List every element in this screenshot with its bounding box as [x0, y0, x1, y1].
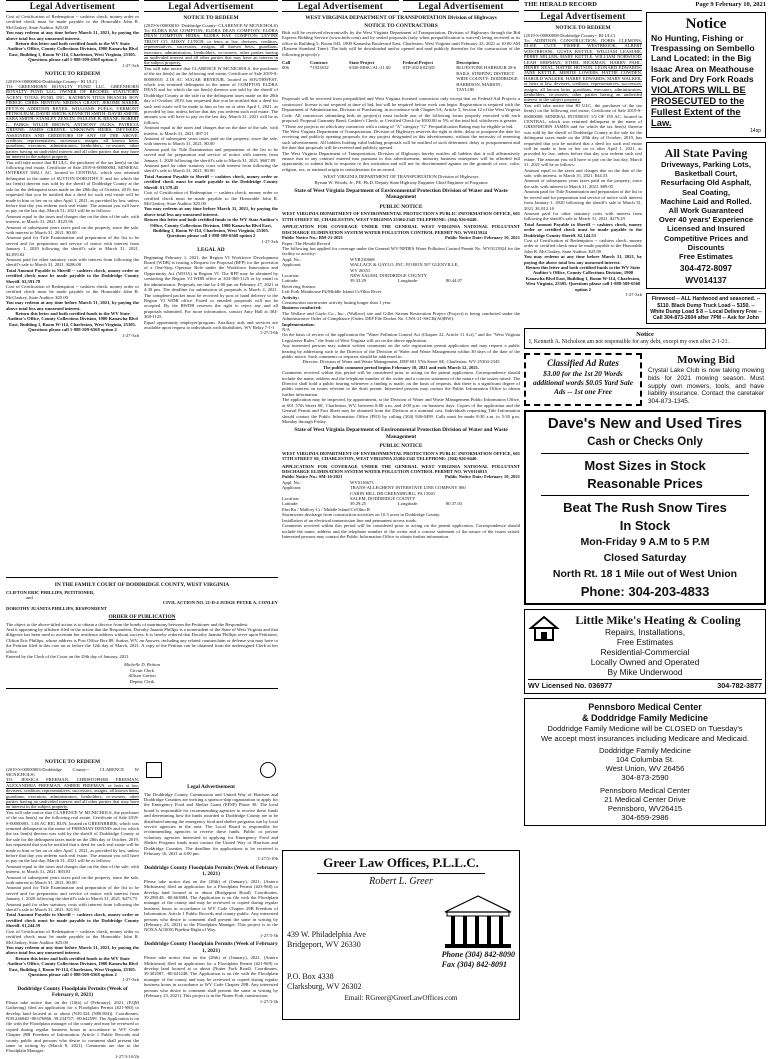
cell-contract: *1923S32 — [310, 65, 329, 71]
paving-line: Over 40 years' Experience — [658, 215, 754, 225]
column-1-lower — [6, 756, 139, 1059]
paragraph: Amount equal to the taxes and charges due on the date of the sale, with interest, to March 31, 2021. $83.81 — [6, 863, 139, 875]
paragraph: Bids will be received electronically by the West Virginia Department of Transportation, Division of Highways through the Bid Express Bidding Service (www.bidx.com) and by sealed proposals (only when prequalification is waived) being received at its office in Building 5, Room 843, 1900 Kanawha Boulevard East, Charleston, West Virginia until February 23, 2021 at 10:00 AM (Eastern Standard Time). The bids will be downloaded and/or opened and read publicly thereafter for the construction of the following project(s): — [282, 30, 520, 57]
classified-body: $3.00 for the 1st 20 Words additional words $0.05 Yard Sale Ads -- 1st one Free — [533, 369, 633, 397]
tires-closed: Closed Saturday — [603, 552, 687, 565]
ad-ref: 14sp — [750, 128, 761, 135]
fax-number: Fax (304) 842-8091 — [441, 960, 507, 969]
small-ads-row — [524, 353, 766, 406]
heating-phone: 304-782-3877 — [717, 681, 762, 691]
paragraph: Amount of subsequent years taxes paid on the property, since the sale, with interest to March 31, 2021. $0.00 — [144, 136, 278, 147]
email: Email: RGreer@GreerLawOffices.com — [344, 994, 458, 1002]
paving-title: All State Paving — [664, 146, 748, 161]
respondent: DOROTHY JUANITA PHILLIPS, RESPONDENT — [6, 605, 107, 611]
order-title: ORDER OF PUBLICATION — [108, 614, 176, 621]
dfm-phone: 304-873-2590 — [621, 773, 669, 783]
tires-snow: Beat The Rush Snow Tires — [563, 500, 727, 516]
paragraph: Amount paid for Title Examination and preparation of the list to be served and for preparation and service of notice with interest from January 1, 2020 following the sheriff's sale to March 31, 2021. $2,059.82 — [6, 235, 139, 257]
pennsboro-medical-ad — [524, 698, 766, 826]
col-description: Description — [456, 60, 479, 66]
city-address: Bridgeport, WV 26330 — [287, 940, 361, 949]
attorney-name: Robert L. Greer — [369, 876, 433, 887]
paragraph: Amount paid for other statutory costs with interest from following the sheriff's sale to March 31, 2021. $0.00 — [144, 163, 278, 174]
public-notice-date: Public Notice Date: February 10, 2021 — [444, 474, 520, 480]
heating-license-row — [528, 679, 762, 690]
order-paragraph: And it appearing by affidavit filed in the action that the Respondent, Dorothy Juanita Phillips is a nonresident of the State of West Virginia and that diligence has been used to ascertain her residence address without success. It is hereby ordered that Dorothy Juanita Phillips serve upon Petitioner, Clifton Eric Phillips, whose address is Post Office Box 88, Sutton, WV, an Answer, including any related counterclaim or defense you may have to the Petition filed in this case on or before the 12th day of March, 2021. A copy of the Petition can be obtained from the undersigned Clerk at her office. — [6, 627, 278, 654]
col-federal-project: Federal Project — [402, 60, 434, 66]
paragraph: On the basis of review of the application the "Water Pollution Control Act (Chapter 22, Article 11 Act)," and the "West Virginia Legislative Rules," the State of West Virginia will act on the above application. — [282, 332, 520, 343]
col-call: Call — [282, 60, 291, 66]
heating-ad — [524, 609, 766, 694]
mowing-body: Crystal Lake Club is now taking mowing bids for 2021 mowing season. Must supply own mowers, tools, and have liability insurance. Contact the caretaker 304-873-1345. — [648, 367, 764, 405]
paragraph: Cost of Certification of Redemption -- cashiers check, money order or certified check must be made payable to the Honorable John R. McClaskey, State Auditor. $25.00 — [524, 237, 642, 254]
penn-title: Pennsboro Medical Center — [588, 702, 702, 713]
signature-org: WEST VIRGINIA DEPARTMENT OF TRANSPORTATION Division of Highways — [323, 174, 479, 180]
paragraph: WEST VIRGINIA DEPARTMENT OF ENVIRONMENTAL PROTECTION'S PUBLIC INFORMATION OFFICE, 601 57TH STREET SE, CHARLESTON, WEST VIRGINIA 25304-2345 TELEPHONE: (304) 926-0440. — [282, 450, 520, 462]
paving-line: All Work Guaranteed — [668, 206, 744, 216]
cell-call: 006 — [282, 65, 289, 71]
paving-line: Discounts — [687, 242, 725, 252]
tires-hours: Mon-Friday 9 A.M to 5 P.M — [580, 536, 710, 549]
court-title: IN THE FAMILY COURT OF DODDRIDGE COUNTY, WEST VIRGINIA — [54, 582, 230, 588]
dfm-name: Doddridge Family Medicine — [598, 745, 691, 755]
paragraph: You may redeem at any time before March 31, 2021, by paying the above total less any unearned interest. — [524, 254, 642, 265]
ad-ref: 1-27-3xb — [625, 292, 642, 297]
paragraph: Total Amount Payable to Sheriff -- cashiers check, money order or certified check must be made payable to the Doddridge County Sheriff. $2,144.53 — [524, 221, 642, 238]
field-value: N/A — [282, 327, 290, 332]
field-label: Location: — [282, 272, 300, 278]
signature-name: Byrum W. Woods, Jr., PE, Ph.D. Deputy State Highway Engineer Chief Engineer of Programs — [314, 179, 488, 185]
firewood-ad: Firewood -- ALL Hardwood and seasoned. -- $110. Black Dump Truck Load -- $150. -- White Dump Load $ 8 -- Local Delivery Free -- Call 304-873-2604 after 7PM -- Ask for John — [646, 293, 766, 324]
paving-phone: 304-472-8097 — [679, 263, 733, 274]
field-value: Left Fork Meathouse Fk/Middle Island Cr/Ohio River — [282, 289, 382, 295]
po-box: P.O. Box 4338 — [287, 972, 334, 981]
paragraph: The application may be inspected, by appointment, at the Division of Water and Waste Management Public Information Office, at 601 57th Street SE, Charleston, WV, between 8:00 a.m. and 4:00 p.m. on business days. Copies of the application and the General Permit and Fact Sheet may be obtained from the Division at a nominal cost. Individuals requesting Title Information should contact the Public Information Office (PIO) by calling (304) 926-0499. Calls must be made 8:30 a.m. to 5:30 p.m. Monday through Friday. — [282, 397, 520, 424]
paragraph: Amount paid for Title Examination and preparation of the list to be served and for preparation and service of notice with interest from January 1, 2020 following the sheriff's sale to March 31, 2021. $1,812.16 — [524, 189, 642, 211]
notice-title: NOTICE TO REDEEM — [44, 759, 101, 765]
heating-line: Repairs, Installations, — [604, 627, 686, 638]
field-label: Receiving Stream: — [282, 283, 317, 289]
heating-license: WV Licensed No. 036977 — [528, 681, 613, 691]
page-date: Page 9 February 10, 2021 — [695, 1, 766, 8]
dfm-city: West Union, WV 26456 — [605, 764, 685, 774]
paving-line: Basketball Court, — [674, 169, 738, 179]
paragraph: APPLICATION FOR COVERAGE UNDER THE GENERAL WEST VIRGINIA NATIONAL POLLUTANT DISCHARGE ELIMINATION SYSTEM WATER POLLUTION CONTROL PERMIT NO. WV0115924 — [282, 224, 520, 235]
ad-ref: 1-27-3xb — [261, 238, 278, 244]
field-label: Longitude: — [398, 501, 419, 507]
permits-title: Doddridge County Floodplain Permits (Week of February 8, 2021) — [17, 985, 128, 999]
heating-line: Free Estimates — [616, 637, 674, 648]
debt-notice-body: I, Kenneth A. Nicholson am not responsible for any debt, except my own after 2-1-21. — [529, 339, 729, 346]
field-value: WVR310668 — [350, 256, 375, 262]
heating-line: Residential-Commercial — [600, 647, 690, 658]
paving-license: WV014137 — [685, 275, 727, 286]
ad-ref: 1-27/3-10b — [257, 856, 278, 862]
field-row — [282, 485, 520, 496]
paragraph: Return this letter and both certified funds to the WV State Auditor's Office, County Collections Division, 1900 Kanawha Blvd East, Building 1, Room W-114, Charleston, West Virginia, 25305. Questions please call 1-888-509-6568 option 2 — [7, 41, 138, 63]
classified-rates-ad — [524, 353, 642, 406]
courthouse-illustration — [441, 892, 515, 950]
field-label: Activity: — [282, 294, 300, 300]
masthead — [524, 0, 766, 10]
public-notice-date: Public Notice Date: February 10, 2021 — [444, 235, 520, 241]
field-value: Elm Ru / Mallory Cr / Middle Island Cr/Ohio R — [282, 506, 370, 512]
public-notice-title: PUBLIC NOTICE — [379, 203, 423, 210]
case-number: (2019-S-00000010- Doddridge County- CLARENCE W MCNICHOLS) — [144, 22, 278, 28]
petitioner: CLIFTON ERIC PHILLIPS, PETITIONER, — [6, 589, 95, 595]
notice-heading: Notice — [685, 16, 727, 32]
dfm-address: 104 Columbia St. — [615, 755, 675, 765]
notice-line: Isaac Area on Meathouse — [651, 63, 754, 74]
column-2 — [144, 0, 278, 570]
column-header: Legal Advertisement — [6, 0, 139, 12]
pmc-address: 21 Medical Center Drive — [604, 794, 686, 804]
paragraph: Cost of Certification of Redemption -- cashiers check, money order or certified check must be made payable to the Honorable John R. McClaskey, State Auditor. $25.00 — [6, 14, 139, 30]
paragraph: Return this letter and both certified funds to the WV State Auditor's Office, County Collections Division, 1900 Kanawha Blvd East, Building 1, Room W-114, Charleston, West Virginia, 25305. Questions please call 1-888-509-6568 option 2 — [7, 955, 138, 977]
classified-title: Classified Ad Rates — [547, 358, 619, 369]
paragraph: You will take notice that CLARENCE W MCNICHOLS, the purchaser of the tax lien(s) on the following real estate, Certificate of Sale 2019-S-00000003, 1.46 AC BIG RUN, located in GREENBRIER, which was returned delinquent in the name of FREEMAN DENNIS and for which the tax lien(s) thereon was sold by the sheriff of Doddridge County at the sale for the delinquent taxes made on the 28th day of October, 2019, has requested that you be notified that a deed for such real estate will be made to him or her on or after April 1, 2021, as provided by law, unless before that day you redeem such real estate. The amount you will have to pay on the last day, March 31, 2021 will be as follows: — [6, 809, 139, 864]
ad-ref: 1-27/3-10/2b — [115, 1053, 139, 1059]
field-label: Latitude: — [282, 501, 299, 507]
paragraph: Amount of subsequent years taxes paid on the property, since the sale, with interest to March 31, 2021. $0.00 — [6, 874, 139, 886]
paving-ad — [646, 142, 766, 289]
paragraph: Total Amount Payable to Sheriff -- cashiers check, money order or certified check must be made payable to the Doddridge County Sheriff. $2,391.78 — [6, 267, 139, 284]
paragraph: Comments received within this period will be considered prior to acting on the permit application. Correspondence should include the name, address and the telephone number of the writer and a concise statement of the nature of the issues raised. Interested persons may contact the Public Information Office to obtain further information. — [282, 523, 520, 539]
po-city: Clarksburg, WV 26302 — [287, 982, 362, 991]
paragraph: Amount paid for Title Examination and preparation of the list to be served and for preparation and service of notice with interest from January 1, 2020 following the sheriff's sale to March 31, 2021. $473.75 — [6, 885, 139, 902]
cell-description: BLUESTONE HARBOUR 28-6 RAILS, STRIPING DISTRICT WIDE COUNTY: DODDRIDGE HARRISON, MARION, TAYLOR — [456, 65, 518, 93]
street-address: 439 W. Philadelphia Ave — [287, 930, 366, 939]
mowing-bid-ad — [646, 353, 766, 406]
field-value: TRANS-ALLEGHENY INTERSTATE LINE COMPANY 800 CABIN HILL DR GREENSBURG, PA 15601 — [350, 485, 466, 496]
paving-line: Seal Coating, — [681, 187, 731, 197]
paragraph: Amount paid for Title Examination and preparation of the list to be served and for preparation and service of notice with interest from January 1, 2020 following the sheriff's sale to March 31, 2021. $607.89 — [144, 146, 278, 163]
paragraph: Please take notice that on the (28th) of (January), 2021, (Antero Midstream) filed an application for a Floodplain Permit (#21-968) to develop land located at or about (Bridgeport Road). Coordinates, 39.298148, -80.663884. The Application is on file with the Floodplain manager of the county and may be reviewed or copied during regular business hours in accordance to WV Code Chapter 29B Freedom of Information. Article 1 Public Records and county public. Any interested persons who desire to comment shall present the same in writing by (February 23, 2021) to the Floodplain Manager. This project is in the NOXA A(1000) Pipeline Right of Way. — [144, 878, 278, 933]
dep-title: State of West Virginia Department of Environmental Protection Division of Water and Waste Management — [294, 427, 508, 440]
order-paragraph: Entered by the Clerk of the Court on the 29th day of January, 2021. — [6, 654, 130, 660]
field-label: Location: — [282, 496, 300, 502]
column-3 — [282, 0, 520, 846]
civil-action: CIVIL ACTION NO. 21-D-4 JUDGE PETER A. CONLEY — [162, 600, 278, 606]
penn-subtitle: & Doddridge Family Medicine — [581, 713, 709, 724]
paragraph: You will take notice that RI ULC, the purchaser of the tax lien(s) on the following real estate, Certificate of Sale 2019-S-00000008, MINERAL INTEREST 1/2 OF 150 AC, located in CENTRAL, which was returned delinquent in the name of GREENHORN JAMES and for which the tax lien(s) thereon was sold by the sheriff of Doddridge County at the sale for the delinquent taxes made on the 28th day of October, 2019, has requested that you be notified that a deed for such real estate will be made to him or her on or after April 1, 2021, as provided by law, unless before that day you redeem such real estate. The amount you will have to pay on the last day, March 31, 2021 will be as follows: — [524, 102, 642, 168]
paragraph: To: ELDRA RAE COMPTON; ELDRA DEAN COMPTON; ELDRA DEAN COMPTON HEIRS; ELDRA RAE COMPTON; LEVINE TRUST CO. MISSY LUNCH, or heirs at law, devisees, creditors, representatives, successors, assigns, all known heirs, guardians, executors, administrators, lienholders, co-owners, other parties having an undivided interest and all other parties that may have an interest in the subject property. — [144, 27, 278, 66]
field-value: 80.44.07 — [446, 278, 463, 284]
redeem-notice — [524, 10, 642, 324]
paragraph: Amount paid for other statutory costs with interest from following the sheriff's sale to March 31, 2021. $206.00 — [6, 256, 139, 268]
paragraph: Equal opportunity employer/program. Auxiliary aids and services are available upon request to individuals with disabilities. WV Relay 7-1-1 — [144, 319, 278, 330]
paragraph: Please take notice that on the (28th) of (January), 2021, (Antero Midstream) filed an application for a Floodplain Permit (#21-969) to develop land located at or about (Nutter Fork Road). Coordinates, 39.302587, -80.641248. The Application is on file with the Floodplain manager of the county and may be reviewed or copied during regular business hours in accordance to WV Code Chapter 29B. Any interested persons who desire to comment shall present the same in writing by (February 23, 2021). This project is in the Nutter Fork construction. — [144, 955, 278, 999]
ad-ref: 1-27/3-3b — [259, 998, 278, 1004]
paving-line: Free Estimates — [678, 252, 734, 262]
column-header: Legal Advertisement — [524, 10, 642, 22]
notice-title: NOTICE TO REDEEM — [44, 71, 101, 78]
paragraph: The Doddridge County Commission and United Way of Harrison and Doddridge Counties are inviting a sponsor-ship organization to apply for the Emergency Food and Shelter Grant (EFSP) Phase 38. The local board is responsible for recommending agencies to receive these funds and determining how the funds awarded to Doddridge County are to be distributed among the emergency food and shelter programs run by local service agencies in the area. The Local Board is responsible for recommending agencies to receive these funds. Public or private voluntary agencies interested in applying for Emergency Food and Shelter Program funds must contact the United Way of Harrison and Doddridge Counties. The deadline for applications to be received is February 16, 2021 at 4:00 pm. — [144, 791, 278, 856]
notice-line: Trespassing on Sembello — [651, 43, 755, 54]
cell-federal-project: STP-2021(025)D — [402, 65, 435, 71]
paving-line: Resurfacing Old Asphalt, — [660, 178, 752, 188]
house-icon — [529, 614, 559, 642]
case-number: (2019-S-00000008-Doddridge County-- RI ULC) — [524, 32, 616, 38]
violators-line: VIOLATORS WILL BE PROSECUTED to the Fullest Extent of the Law. — [651, 84, 746, 129]
signer-name: Michelle D. Britton — [124, 662, 160, 668]
permits-title: Doddridge County Floodplain Permits (Week of February 1, 2021) — [144, 864, 278, 878]
paragraph: Return this letter and both certified funds to the WV State Auditor's Office, County Collections Division, 1900 Kanawha Blvd East, Building 1, Room W-114, Charleston, West Virginia, 25305. Questions please call 1-888-509-6568 option 2 — [144, 217, 278, 239]
col-state-project: State Project — [349, 60, 375, 66]
field-label: Business conducted: — [282, 305, 322, 311]
paragraph: Amount equal to the taxes and charges due on the date of the sale, with interest, to March 31, 2021. $97.51 — [144, 125, 278, 136]
and-label: and — [26, 594, 33, 600]
public-notice-number: Public Notice No.: BM-21-2021 — [282, 235, 343, 241]
notice-line: No Hunting, Fishing or — [651, 33, 744, 43]
paragraph: The West Virginia Department of Transportation, Division of Highways hereby notifies all bidders that it will affirmatively ensure that in any contract entered into pursuant to this advertisement, minority business enterprises will be afforded full opportunity to submit bids in response to this invitation and will not be discriminated against on the grounds of race, color, religion, sex, or national origin in consideration for an award. — [282, 150, 520, 172]
penn-accept: We accept most insurances including Medicare and Medicaid. — [541, 733, 749, 743]
paragraph: Proposals will be received from prequalified and West Virginia licensed contractors only except that on Federal-Aid Projects a contractors' license is not required at time of bid, but will be required before work can begin. Registration is required with the Department of Administration, Division of Purchasing, in accordance with Chapter 5A, Article 3, Section 12 of the West Virginia Code. All contractors submitting bids on project(s) must include one of the following forms properly executed with each proposal: Proposal Guaranty Bond, Cashier's Check, or Certified Check for $500.00 or 5% of the total bid, whichever is greater. — [282, 96, 520, 124]
tires-location: North Rt. 18 1 Mile out of West Union — [552, 568, 738, 581]
mowing-title: Mowing Bid — [677, 354, 735, 367]
tires-title: Dave's New and Used Tires — [547, 415, 743, 433]
paving-line: Driveways, Parking Lots, — [661, 160, 751, 170]
ad-ref: 1-27-3xb — [122, 62, 139, 68]
court-order — [6, 573, 278, 753]
tires-ad — [524, 410, 766, 605]
permits-title: Doddridge County Floodplain Permits (Week of February 1, 2021) — [144, 941, 278, 954]
dot-subtitle: NOTICE TO CONTRACTORS — [364, 22, 438, 29]
paragraph: Any interested persons may submit written comments on the sole registration permit application and may request a public hearing by addressing such to the Director of the Division of Water and Waste Management within 30 days of the date of the public notice. Such comments or requests should be addressed to: — [282, 343, 520, 360]
field-value: Installation of an electrical transmission line and permanent access roads. — [282, 517, 417, 523]
deputy-name: Allison Garton — [128, 673, 156, 679]
paragraph: You will take notice that RI ULC, the purchaser of the tax lien(s) on the following real estate, Certificate of Sale 2019-S-00000004, MINERAL INTEREST 1682.1 AC, located in CENTRAL, which was returned delinquent in the name of SUTTON DOROTHY F. and for which the tax lien(s) thereon was sold by the sheriff of Doddridge County at the sale for the delinquent taxes made on the 28th day of October, 2019, has requested that you be notified that a deed for such real estate will be made to him or her on or after April 1, 2021, as provided by law, unless before that day you redeem such real estate. The amount you will have to pay on the last day, March 31, 2021 will be as follows: — [6, 159, 139, 214]
address-row — [287, 892, 515, 950]
deputy-title: Deputy Clerk — [129, 678, 155, 684]
field-label: Implementation: — [282, 321, 315, 327]
ad-ref: 1-27-3xb — [122, 332, 139, 338]
paragraph: You may redeem at any time before March 31, 2021, by paying the above total less any unearned interest. — [6, 300, 139, 311]
tires-phone: Phone: 304-203-4833 — [580, 584, 710, 600]
paragraph: TO: JESSICA FREEMAN, CHRISTOPHER FREEMAN, ALEXANDRIA FREEMAN, AMBER FREEMAN, or heirs at law, devisees, creditors, representatives, successors, assigns, all known heirs, guardians, executors, administrators, lienholders, co-owners, other parties having an undivided interest and all other parties that may have an interest in the subject property. — [6, 777, 139, 810]
field-label: Applicant: — [282, 485, 302, 491]
notice-title: NOTICE TO REDEEM — [555, 25, 611, 31]
paving-line: Competitive Prices and — [664, 233, 748, 243]
paragraph: Return this letter and both certified funds to the WV State Auditor's Office, County Collections Division, 1900 Kanawha Blvd East, Building 1, Room W-114, Charleston, West Virginia, 25305. Questions please call 1-888-509-6568 option 2 — [525, 264, 641, 292]
greer-law-ad — [282, 850, 520, 1020]
paving-line: Machine Laid and Rolled. — [660, 196, 752, 206]
field-value: Construction stormwater activity lasting longer than 1 year. — [282, 299, 392, 305]
ad-ref: 1-27/3-3b — [259, 932, 278, 938]
field-value: 39.29.25 — [350, 501, 367, 507]
column-header: Legal Advertisement — [282, 0, 399, 12]
paragraph: APPLICATION FOR COVERAGE UNDER THE GENERAL WEST VIRGINIA NATIONAL POLLUTANT DISCHARGE ELIMINATION SYSTEM WATER POLLUTION CONTROL PERMIT NO. WV0116815 — [282, 463, 520, 475]
column-header: Legal Advertisement — [403, 0, 520, 12]
no-hunting-notice — [646, 12, 766, 138]
paragraph: WEST VIRGINIA DEPARTMENT OF ENVIRONMENTAL PROTECTION'S PUBLIC INFORMATION OFFICE, 601 57TH STREET SE, CHARLESTON, WEST VIRGINIA 25304-2345 TELEPHONE: (304) 926-0440. — [282, 211, 520, 222]
paper-name: THE HERALD RECORD — [524, 1, 597, 8]
ad-ref: 1-27/3-6b — [259, 330, 278, 336]
paragraph: You may redeem at any time before March 31, 2021, by paying the above total less any unearned interest. — [6, 30, 139, 41]
signer-title: Circuit Clerk — [129, 667, 155, 673]
heating-title: Little Mike's Heating & Cooling — [575, 613, 741, 628]
field-value: Stormwater discharge from construction activities on 10.3 acres in Doddridge County. — [282, 512, 441, 518]
equal-housing-icon — [146, 762, 162, 778]
tires-cash: Cash or Checks Only — [587, 436, 703, 449]
order-paragraph: The object to the above-titled action is to obtain a divorce from the bonds of matrimony between the Petitioner and the Respondent. — [6, 621, 249, 627]
field-row — [282, 262, 520, 273]
field-value: 39.33.29 — [350, 278, 367, 284]
director-address: Director, Division of Water and Waste Management, DEP 601 57th Street SE, Charleston, WV 25304-2345 — [302, 359, 500, 365]
paragraph: Beginning February 1, 2021, the Region VI Workforce Development Board (WDB) is issuing a Request for Proposal (RFP) for the provision of a One-Stop Operator Role under the Workforce Innovation and Opportunity Act (WIOA) in Region VI. The RFP may be obtained by contacting the Region VI WDB office at 304-368-1125 or by email to the administrator. Proposals are due by 4:00 pm on February 27, 2021 at 4:30 pm. The deadline for submission of proposals is March 4, 2021. The completed packet must be received by post or hand delivery to the Region VI WDB office. Faxed or emailed proposals will not be accepted. By the RWDB reserves the right to reject any and all proposals submitted. For more information, contact Amy Hall at 304-368-1125. — [144, 254, 278, 320]
heating-line: Locally Owned and Operated — [590, 657, 700, 668]
notice-title: NOTICE TO REDEEM — [183, 15, 239, 21]
column-4 — [524, 0, 766, 1020]
paragraph: The following has applied for coverage under the General WV/NPDES Water Pollution Control Permit No. WV0115924 for the facility or activity: — [282, 245, 520, 257]
dep-title: State of West Virginia Department of Environmental Protection Division of Water and Waste Management — [294, 187, 508, 201]
contact-row — [287, 950, 515, 970]
field-value: The Wallace and Gaylo Co., Inc., (Wallace) site and Gillet Stream Restoration Project (Project) is being conducted under the Administrative Order of Compliance (Order, DEP File Docket No. CWA-21-SSCI6(A0)BW). — [282, 310, 520, 322]
paragraph: You may redeem at any time before March 31, 2021, by paying the above total less any unearned interest. — [144, 206, 278, 217]
pmc-name: Pennsboro Medical Center — [600, 785, 690, 795]
paragraph: Total Amount Payable to Sheriff -- cashiers check, money order or certified check must be made payable to the Doddridge County Sheriff. $1,244.59 — [6, 912, 139, 929]
field-value: NEW SALEM, DODDRIDGE COUNTY — [350, 272, 427, 278]
paragraph: You will take notice that CLARENCE W MCNICHOLS, the purchaser of the tax lien(s) on the following real estate, Certificate of Sale 2019-S-00000010, 2.18 AC SUGAR BENIOUR, located in SOUTHWEST, which was returned delinquent in the name of COMPTON ELDRA DEAN and for which the tax lien(s) thereon was sold by the sheriff of Doddridge County at the sale for the delinquent taxes made on the 28th day of October, 2019, has requested that you be notified that a deed for such real estate will be made to him or her on or after April 1, 2021, as provided by law, unless before that day you redeem such real estate. The amount you will have to pay on the last day, March 31, 2021 will be as follows: — [144, 65, 278, 125]
section-title: Legal Advertisement — [187, 784, 235, 790]
paragraph: Return this letter and both certified funds to the WV State Auditor's Office, County Collections Division, 1900 Kanawha Blvd East, Building 1, Room W-114, Charleston, West Virginia, 25305. Questions please call 1-888-509-6568 option 2 — [7, 311, 138, 333]
debt-notice — [524, 328, 766, 349]
bid-table-row — [282, 65, 520, 92]
field-label: Longitude: — [398, 278, 419, 284]
comment-period: The public comment period begins February 10, 2021 and ends March 12, 2021. — [322, 364, 480, 370]
paragraph: Amount paid for other statutory costs with interest from following the sheriff's sale to March 31, 2021. $21.83 — [6, 901, 139, 913]
paragraph: You may redeem at any time before March 31, 2021, by paying the above total less any unearned interest. — [6, 944, 139, 956]
tires-instock: In Stock — [619, 518, 671, 534]
field-value: WV0116673 — [350, 479, 374, 485]
paragraph: Amount equal to the taxes and charges due on the date of the sale, with interest, to March 31, 2021. $125.96 — [6, 213, 139, 225]
paragraph: To: ADDITION CONSTRUCTION, DORIS CLEMONS, ELSIE CUTE FISHER WESTBROOK, ALBERT WESTBROOK, GUSTA KETTLE, WILLIAM LEASURE, PERRY MILLER, MARY KETTLE, WILLIAM NORWOOD, LEAH SHIPMAN, ETHEL HICKMAN, HARRY PAHL, HENRY NEAL, HATTIE HUTSON, LEONARD EDWARDS, JANE KETTLE, MERTIE LOWERS, HATTIE COWDEN, HAROLD WALKER, HARRY EDWARDS, MARY WALKER, or heirs at law, devisees, creditors, representatives, successors, assigns, all known heirs, guardians, executors, administrators, lienholders, co-owners, other parties having an undivided interest in the subject property. — [524, 37, 642, 103]
notice-area — [524, 10, 766, 324]
paragraph: Cost of Certification of Redemption -- cashiers check, money order or certified check must be made payable to the Honorable John R. McClaskey, State Auditor. $25.00 — [6, 284, 139, 300]
case-number: (2019-S-00000003-Doddridge County-- CLARENCE W MCNICHOLS) — [6, 766, 139, 777]
united-way-icon — [260, 762, 276, 778]
ad-ref: 1-27-3xb — [122, 977, 139, 983]
debt-notice-title: Notice — [636, 331, 654, 339]
paragraph: Amount equal to the taxes and charges due on the date of the sale, with interest, to March 31, 2021. $44.33 — [524, 167, 642, 179]
pmc-phone: 304-659-2986 — [621, 813, 669, 823]
paragraph: Comments received within this period will be considered prior to acting on the permit application. Correspondence should include the name, address and the telephone number of the writer and a concise statement of the nature of the issues raised. The Director shall hold a public hearing whenever a finding is made, on the basis of requests, that there is a significant degree of public interest on issues relevant to the draft permit. Interested persons may contact the Public Information Office to obtain further information. — [282, 370, 520, 397]
right-ads — [646, 10, 766, 324]
column-header: Legal Advertisement — [144, 0, 278, 12]
heating-line: By Mike Underwood — [607, 667, 683, 678]
paragraph: The West Virginia Department of Transportation, Division of Highways reserves the right to defer, delay or postpone the date for receiving and publicly opening proposals for any project designated in this advertisement, without the necessity of renewing such advertisement. All bidders holding valid bidding proposals will be notified of such deferment, delay or postponement and the date that proposals will be received and publicly opened. — [282, 128, 520, 151]
field-value: SALEM, DODDRIDGE COUNTY — [350, 496, 416, 502]
paragraph: Amount of subsequent years taxes paid on the property, since the sale, with interest to March 31, 2021. $0.00 — [6, 224, 139, 235]
field-label: Applicant: — [282, 262, 302, 268]
phone-number: Phone (304) 842-8090 — [441, 950, 515, 959]
pmc-city: Pennsboro, WV26415 — [607, 804, 683, 814]
field-label: Latitude: — [282, 278, 299, 284]
field-value: WALLACE & GAYLO, INC. PO BOX 507 GLENVILLE, WV 26351 — [350, 262, 459, 273]
tires-sizes: Most Sizes in Stock — [584, 458, 706, 474]
paragraph: Cost of Certification of Redemption -- cashiers check, money order or certified check must be made payable to the Honorable John R. McClaskey, State Auditor. $25.00 — [144, 190, 278, 206]
paving-line: Licensed and Insured — [666, 224, 746, 234]
notice-line: Fork and Dry Fork Roads — [651, 73, 754, 84]
col-contract: Contract — [310, 60, 328, 66]
cell-state-project: S330-MISC/AL-21.00 — [349, 65, 391, 71]
paragraph: Cost of Certification of Redemption -- cashiers check, money order or certified check must be made payable to the Honorable John R. McClaskey, State Auditor. $25.00 — [6, 928, 139, 945]
column-2-lower — [144, 756, 278, 1020]
field-label: Appl. No.: — [282, 479, 302, 485]
tires-prices: Reasonable Prices — [587, 476, 703, 492]
paper-name: Paper: The Herald Record — [282, 240, 331, 246]
paragraph: * These are projects on which any contractor with a rating of "A" category "G" Prequalification Rating may be eligible to bid. — [282, 123, 514, 129]
paragraph: TO: GREENHORN ROYALTY FUND LLC, GREENHORN ROYALTY FUND LLC, OWNER OF RECORD; STATUTORY AGENT; TOTAL FUND, INC.; KATHRYN TITUS BRANCH; ROY PIERCE; CHRIS HENTON; MEDINA GRANT; JEROME BAKER; PEYTON ADDITION REYES; WILLIAMS FUELS; VERMONT PETROLEUM; DAVID SMITH; KENNETH SMITH; DAVID SMITH; SARA SMITH; STANLEY ZENCIN; PAULINE B. BEANE; ROBERT L. PARKS; WILLIE BROWN; ANTHONY JACKS; PATRICIA GREENE; JAMES GREENE; UNKNOWN HEIRS, DEVISEES, ASSIGNEES AND CREDITORS OF ANY OF THE ABOVE, creditors, representatives, successors, assigns, all known heirs, guardians, executors, administrators, lienholders, co-owners, other parties having an undivided interest and all other parties that may have an interest in the subject property. — [6, 83, 139, 160]
field-value: 80.37.03 — [446, 501, 463, 507]
notice-line: Land Located: in the Big — [651, 53, 752, 64]
firm-name: Greer Law Offices, P.L.L.C. — [323, 855, 479, 870]
dot-title: WEST VIRGINIA DEPARTMENT OF TRANSPORTATION Division of Highways — [305, 15, 497, 21]
paragraph: Please take notice that on the (10th) of (February), 2021, (EQM Gathering) filed an application for a Floodplain Permit (#21-980) to develop land located at or about (N39.324 (N80.804)). Coordinates, N39.246840 -80.676866, 39.234757, -80.642599. The Application is on file with the Floodplain manager of the county and may be reviewed or copied during regular business hours in accordance to WV Code Chapter 29B Freedom of Information. Article 1 Public Records and county public and persons who desire to comment shall present the same in writing by (March 8, 2021). Comments are due to the Floodplain Manager. — [6, 999, 139, 1054]
logo-row — [146, 762, 276, 778]
field-label: Appl. No.: — [282, 256, 302, 262]
case-number: (2019-S-00000004-Doddridge County-- RI ULC) — [6, 78, 98, 84]
paragraph: Amount paid for other statutory costs with interest from following the sheriff's sale to March 31, 2021. $279.29 — [524, 210, 642, 222]
penn-closed: Doddridge Family Medicine will be CLOSED on Tuesday's — [547, 724, 743, 734]
legal-ad-title: LEGAL AD — [197, 247, 225, 254]
public-notice-number: Public Notice No.: SM-16-2021 — [282, 474, 343, 480]
public-notice-title: PUBLIC NOTICE — [379, 443, 423, 450]
paragraph: Amount of subsequent years taxes paid on the property, since the sale, with interest to March 31, 2021. $89.05 — [524, 178, 642, 189]
paragraph: Total Amount Payable to Sheriff -- cashiers check, money order or certified check must be made payable to the Doddridge County Sheriff. $1,378.45 — [144, 173, 278, 190]
